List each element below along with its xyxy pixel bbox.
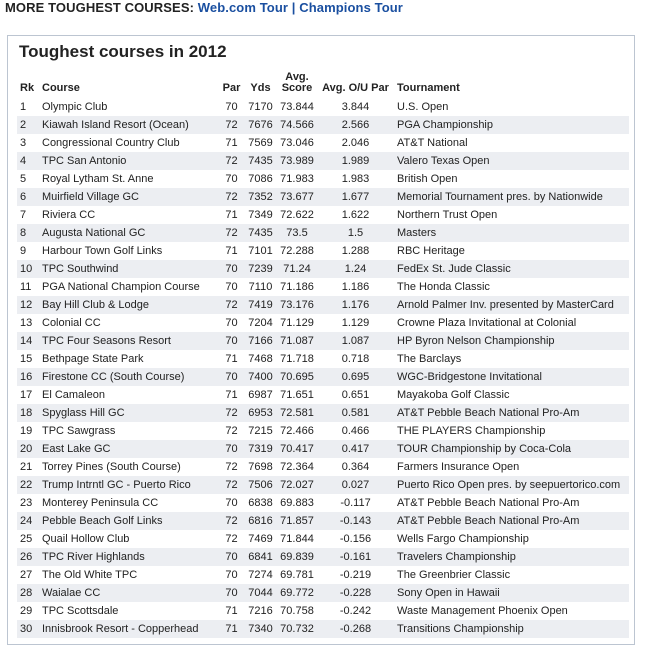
cell-course: TPC San Antonio: [39, 152, 219, 170]
cell-tournament: Northern Trust Open: [394, 206, 629, 224]
cell-course: TPC River Highlands: [39, 548, 219, 566]
cell-avg-score: 71.087: [277, 332, 317, 350]
table-row: [17, 296, 629, 314]
cell-tournament: FedEx St. Jude Classic: [394, 260, 629, 278]
webcom-tour-link[interactable]: Web.com Tour: [197, 0, 289, 15]
cell-course: Firestone CC (South Course): [39, 368, 219, 386]
cell-tournament: Mayakoba Golf Classic: [394, 386, 629, 404]
cell-course: Congressional Country Club: [39, 134, 219, 152]
cell-rank: 3: [17, 134, 39, 152]
cell-par: 70: [219, 494, 244, 512]
cell-avg-ou-par: 2.566: [317, 116, 394, 134]
table-row: [17, 188, 629, 206]
cell-yds: 7274: [244, 566, 277, 584]
cell-avg-score: 71.651: [277, 386, 317, 404]
cell-course: Monterey Peninsula CC: [39, 494, 219, 512]
col-avg-score-line1: Avg.: [285, 71, 309, 83]
cell-rank: 4: [17, 152, 39, 170]
cell-rank: 25: [17, 530, 39, 548]
cell-avg-score: 72.364: [277, 458, 317, 476]
cell-avg-score: 71.186: [277, 278, 317, 296]
cell-tournament: Transitions Championship: [394, 620, 629, 638]
cell-yds: 7435: [244, 152, 277, 170]
cell-avg-ou-par: -0.156: [317, 530, 394, 548]
cell-avg-score: 73.989: [277, 152, 317, 170]
cell-avg-score: 73.677: [277, 188, 317, 206]
cell-rank: 30: [17, 620, 39, 638]
col-course: Course: [42, 82, 80, 94]
cell-course: Harbour Town Golf Links: [39, 242, 219, 260]
cell-yds: 7506: [244, 476, 277, 494]
cell-par: 70: [219, 332, 244, 350]
cell-avg-ou-par: -0.161: [317, 548, 394, 566]
cell-tournament: HP Byron Nelson Championship: [394, 332, 629, 350]
cell-avg-ou-par: 0.417: [317, 440, 394, 458]
cell-avg-ou-par: 1.983: [317, 170, 394, 188]
more-toughest-courses-nav: [5, 0, 403, 16]
cell-yds: 7166: [244, 332, 277, 350]
table-header-row: [17, 70, 629, 98]
cell-rank: 5: [17, 170, 39, 188]
cell-avg-score: 72.466: [277, 422, 317, 440]
cell-avg-score: 70.732: [277, 620, 317, 638]
col-avg-score: [277, 70, 317, 98]
cell-yds: 7319: [244, 440, 277, 458]
cell-tournament: Wells Fargo Championship: [394, 530, 629, 548]
cell-rank: 27: [17, 566, 39, 584]
table-row: [17, 458, 629, 476]
cell-yds: 7468: [244, 350, 277, 368]
cell-rank: 24: [17, 512, 39, 530]
courses-table: [17, 70, 629, 638]
cell-yds: 7435: [244, 224, 277, 242]
cell-avg-score: 74.566: [277, 116, 317, 134]
cell-course: Bay Hill Club & Lodge: [39, 296, 219, 314]
nav-separator: |: [291, 0, 296, 15]
cell-avg-ou-par: -0.228: [317, 584, 394, 602]
cell-yds: 7676: [244, 116, 277, 134]
col-par: Par: [222, 82, 241, 94]
col-avg-ou-par: Avg. O/U Par: [322, 82, 389, 94]
cell-yds: 7216: [244, 602, 277, 620]
cell-avg-score: 70.417: [277, 440, 317, 458]
cell-avg-score: 73.046: [277, 134, 317, 152]
table-row: [17, 242, 629, 260]
cell-avg-score: 70.758: [277, 602, 317, 620]
cell-par: 71: [219, 386, 244, 404]
cell-avg-ou-par: 1.186: [317, 278, 394, 296]
table-row: [17, 404, 629, 422]
cell-avg-ou-par: -0.242: [317, 602, 394, 620]
table-row: [17, 278, 629, 296]
cell-par: 70: [219, 368, 244, 386]
table-row: [17, 260, 629, 278]
cell-yds: 7101: [244, 242, 277, 260]
cell-rank: 10: [17, 260, 39, 278]
cell-course: Spyglass Hill GC: [39, 404, 219, 422]
cell-par: 72: [219, 530, 244, 548]
cell-par: 70: [219, 170, 244, 188]
cell-avg-score: 71.983: [277, 170, 317, 188]
cell-rank: 21: [17, 458, 39, 476]
table-row: [17, 440, 629, 458]
cell-course: Riviera CC: [39, 206, 219, 224]
cell-yds: 7044: [244, 584, 277, 602]
cell-par: 71: [219, 206, 244, 224]
cell-rank: 17: [17, 386, 39, 404]
table-row: [17, 350, 629, 368]
cell-yds: 6816: [244, 512, 277, 530]
cell-avg-score: 73.844: [277, 98, 317, 116]
cell-rank: 20: [17, 440, 39, 458]
cell-rank: 29: [17, 602, 39, 620]
cell-rank: 12: [17, 296, 39, 314]
cell-course: Royal Lytham St. Anne: [39, 170, 219, 188]
cell-tournament: Crowne Plaza Invitational at Colonial: [394, 314, 629, 332]
cell-avg-score: 70.695: [277, 368, 317, 386]
cell-rank: 1: [17, 98, 39, 116]
table-row: [17, 512, 629, 530]
table-row: [17, 566, 629, 584]
cell-par: 70: [219, 566, 244, 584]
cell-tournament: U.S. Open: [394, 98, 629, 116]
cell-avg-score: 72.027: [277, 476, 317, 494]
cell-par: 70: [219, 584, 244, 602]
cell-avg-ou-par: 0.581: [317, 404, 394, 422]
cell-tournament: Memorial Tournament pres. by Nationwide: [394, 188, 629, 206]
cell-avg-score: 71.129: [277, 314, 317, 332]
cell-rank: 16: [17, 368, 39, 386]
cell-course: TPC Sawgrass: [39, 422, 219, 440]
cell-avg-ou-par: 1.677: [317, 188, 394, 206]
cell-course: The Old White TPC: [39, 566, 219, 584]
col-rank: Rk: [20, 82, 35, 94]
cell-par: 72: [219, 458, 244, 476]
cell-yds: 6838: [244, 494, 277, 512]
cell-rank: 2: [17, 116, 39, 134]
cell-rank: 6: [17, 188, 39, 206]
cell-course: Torrey Pines (South Course): [39, 458, 219, 476]
cell-avg-ou-par: 1.989: [317, 152, 394, 170]
cell-rank: 26: [17, 548, 39, 566]
cell-avg-ou-par: 2.046: [317, 134, 394, 152]
cell-par: 70: [219, 548, 244, 566]
cell-tournament: AT&T Pebble Beach National Pro-Am: [394, 404, 629, 422]
nav-label: MORE TOUGHEST COURSES:: [5, 0, 195, 15]
cell-avg-ou-par: -0.268: [317, 620, 394, 638]
cell-course: Kiawah Island Resort (Ocean): [39, 116, 219, 134]
cell-yds: 6841: [244, 548, 277, 566]
cell-course: Augusta National GC: [39, 224, 219, 242]
cell-tournament: The Honda Classic: [394, 278, 629, 296]
cell-avg-score: 71.844: [277, 530, 317, 548]
cell-course: Colonial CC: [39, 314, 219, 332]
table-row: [17, 368, 629, 386]
cell-rank: 19: [17, 422, 39, 440]
table-row: [17, 116, 629, 134]
cell-rank: 28: [17, 584, 39, 602]
cell-par: 72: [219, 476, 244, 494]
cell-avg-ou-par: 1.5: [317, 224, 394, 242]
cell-course: Waialae CC: [39, 584, 219, 602]
cell-avg-score: 72.622: [277, 206, 317, 224]
col-tournament: Tournament: [397, 82, 460, 94]
cell-yds: 7349: [244, 206, 277, 224]
cell-avg-score: 69.883: [277, 494, 317, 512]
cell-par: 72: [219, 296, 244, 314]
cell-par: 71: [219, 602, 244, 620]
cell-avg-ou-par: 0.695: [317, 368, 394, 386]
cell-par: 72: [219, 152, 244, 170]
cell-course: Pebble Beach Golf Links: [39, 512, 219, 530]
cell-avg-score: 72.581: [277, 404, 317, 422]
cell-avg-score: 69.839: [277, 548, 317, 566]
cell-yds: 7698: [244, 458, 277, 476]
cell-avg-score: 72.288: [277, 242, 317, 260]
table-row: [17, 206, 629, 224]
cell-rank: 13: [17, 314, 39, 332]
cell-tournament: WGC-Bridgestone Invitational: [394, 368, 629, 386]
cell-yds: 7204: [244, 314, 277, 332]
cell-rank: 15: [17, 350, 39, 368]
cell-course: East Lake GC: [39, 440, 219, 458]
champions-tour-link[interactable]: Champions Tour: [299, 0, 403, 15]
cell-avg-score: 71.24: [277, 260, 317, 278]
cell-avg-ou-par: -0.143: [317, 512, 394, 530]
cell-rank: 23: [17, 494, 39, 512]
cell-tournament: Waste Management Phoenix Open: [394, 602, 629, 620]
cell-course: TPC Scottsdale: [39, 602, 219, 620]
cell-rank: 9: [17, 242, 39, 260]
cell-yds: 7419: [244, 296, 277, 314]
cell-avg-ou-par: 0.718: [317, 350, 394, 368]
cell-avg-ou-par: -0.117: [317, 494, 394, 512]
cell-course: Olympic Club: [39, 98, 219, 116]
table-row: [17, 476, 629, 494]
table-row: [17, 314, 629, 332]
cell-tournament: AT&T National: [394, 134, 629, 152]
cell-avg-ou-par: 1.129: [317, 314, 394, 332]
cell-par: 72: [219, 116, 244, 134]
cell-par: 72: [219, 422, 244, 440]
cell-tournament: AT&T Pebble Beach National Pro-Am: [394, 512, 629, 530]
panel-title: Toughest courses in 2012: [19, 42, 227, 61]
table-row: [17, 98, 629, 116]
cell-avg-score: 71.718: [277, 350, 317, 368]
cell-yds: 7352: [244, 188, 277, 206]
cell-yds: 7340: [244, 620, 277, 638]
cell-course: Trump Intrntl GC - Puerto Rico: [39, 476, 219, 494]
cell-yds: 7215: [244, 422, 277, 440]
cell-tournament: Farmers Insurance Open: [394, 458, 629, 476]
cell-avg-ou-par: 0.466: [317, 422, 394, 440]
cell-course: Bethpage State Park: [39, 350, 219, 368]
col-yds: Yds: [250, 82, 271, 94]
cell-avg-ou-par: 1.087: [317, 332, 394, 350]
cell-yds: 7400: [244, 368, 277, 386]
cell-rank: 14: [17, 332, 39, 350]
table-row: [17, 422, 629, 440]
cell-avg-ou-par: 0.027: [317, 476, 394, 494]
cell-par: 71: [219, 242, 244, 260]
table-row: [17, 152, 629, 170]
cell-course: PGA National Champion Course: [39, 278, 219, 296]
cell-tournament: AT&T Pebble Beach National Pro-Am: [394, 494, 629, 512]
cell-yds: 7086: [244, 170, 277, 188]
cell-tournament: Valero Texas Open: [394, 152, 629, 170]
cell-tournament: PGA Championship: [394, 116, 629, 134]
cell-tournament: The Barclays: [394, 350, 629, 368]
cell-par: 70: [219, 260, 244, 278]
cell-avg-ou-par: 3.844: [317, 98, 394, 116]
cell-avg-ou-par: 1.288: [317, 242, 394, 260]
table-body: [17, 98, 629, 638]
cell-avg-score: 69.781: [277, 566, 317, 584]
cell-course: Muirfield Village GC: [39, 188, 219, 206]
cell-par: 70: [219, 278, 244, 296]
cell-course: El Camaleon: [39, 386, 219, 404]
cell-par: 72: [219, 512, 244, 530]
cell-avg-ou-par: 0.364: [317, 458, 394, 476]
table-row: [17, 620, 629, 638]
cell-par: 70: [219, 440, 244, 458]
cell-tournament: Arnold Palmer Inv. presented by MasterCard: [394, 296, 629, 314]
cell-par: 70: [219, 98, 244, 116]
cell-tournament: RBC Heritage: [394, 242, 629, 260]
cell-par: 72: [219, 404, 244, 422]
cell-tournament: Masters: [394, 224, 629, 242]
cell-yds: 7469: [244, 530, 277, 548]
cell-par: 72: [219, 188, 244, 206]
table-row: [17, 170, 629, 188]
cell-rank: 8: [17, 224, 39, 242]
cell-tournament: THE PLAYERS Championship: [394, 422, 629, 440]
cell-avg-ou-par: 1.622: [317, 206, 394, 224]
cell-avg-ou-par: 0.651: [317, 386, 394, 404]
cell-avg-score: 73.5: [277, 224, 317, 242]
cell-course: TPC Southwind: [39, 260, 219, 278]
cell-rank: 22: [17, 476, 39, 494]
cell-avg-score: 71.857: [277, 512, 317, 530]
cell-yds: 7239: [244, 260, 277, 278]
cell-yds: 7569: [244, 134, 277, 152]
cell-rank: 18: [17, 404, 39, 422]
table-row: [17, 134, 629, 152]
cell-par: 70: [219, 314, 244, 332]
table-row: [17, 530, 629, 548]
cell-par: 72: [219, 224, 244, 242]
cell-par: 71: [219, 350, 244, 368]
table-row: [17, 494, 629, 512]
cell-course: TPC Four Seasons Resort: [39, 332, 219, 350]
cell-par: 71: [219, 134, 244, 152]
cell-yds: 7110: [244, 278, 277, 296]
cell-tournament: The Greenbrier Classic: [394, 566, 629, 584]
cell-avg-ou-par: 1.176: [317, 296, 394, 314]
cell-rank: 11: [17, 278, 39, 296]
cell-avg-ou-par: 1.24: [317, 260, 394, 278]
cell-course: Quail Hollow Club: [39, 530, 219, 548]
table-row: [17, 602, 629, 620]
cell-avg-score: 69.772: [277, 584, 317, 602]
table-row: [17, 332, 629, 350]
cell-tournament: Sony Open in Hawaii: [394, 584, 629, 602]
toughest-courses-panel: [7, 35, 635, 645]
cell-par: 71: [219, 620, 244, 638]
cell-course: Innisbrook Resort - Copperhead: [39, 620, 219, 638]
cell-rank: 7: [17, 206, 39, 224]
table-row: [17, 386, 629, 404]
cell-tournament: British Open: [394, 170, 629, 188]
cell-tournament: Travelers Championship: [394, 548, 629, 566]
cell-tournament: TOUR Championship by Coca-Cola: [394, 440, 629, 458]
table-row: [17, 548, 629, 566]
table-row: [17, 224, 629, 242]
cell-yds: 7170: [244, 98, 277, 116]
cell-avg-ou-par: -0.219: [317, 566, 394, 584]
cell-tournament: Puerto Rico Open pres. by seepuertorico.com: [394, 476, 629, 494]
cell-yds: 6953: [244, 404, 277, 422]
col-avg-score-line2: Score: [281, 82, 313, 94]
cell-yds: 6987: [244, 386, 277, 404]
table-row: [17, 584, 629, 602]
cell-avg-score: 73.176: [277, 296, 317, 314]
